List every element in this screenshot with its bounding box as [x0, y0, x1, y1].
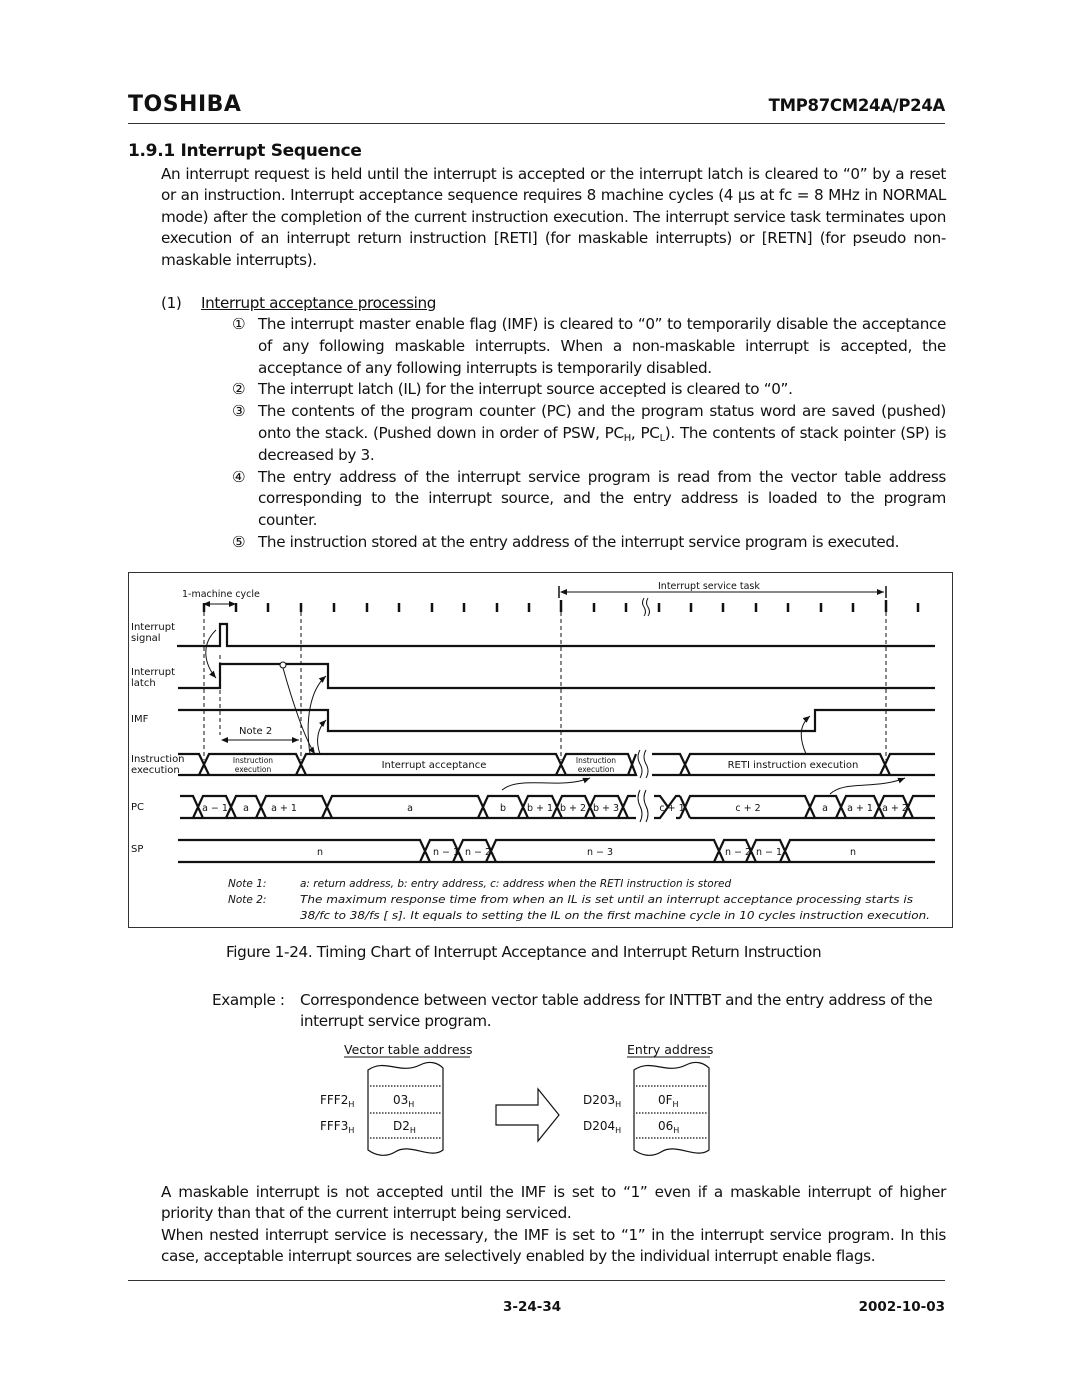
note1-text: a: return address, b: entry address, c: address when the RETI instruction is stored	[299, 877, 731, 890]
vector-table-title: Vector table address	[344, 1042, 473, 1057]
subsection-number: (1)	[161, 294, 182, 312]
step-item	[232, 401, 946, 466]
step-marker: ②	[232, 380, 246, 399]
svg-text:Instruction: Instruction	[575, 755, 616, 765]
subscript: H	[623, 432, 631, 444]
vt-addr-0: $FFF2_H$	[320, 1093, 355, 1109]
svg-text:Instruction: Instruction	[232, 755, 273, 765]
step-text-part: The contents of the program counter (PC) and the program status word are saved (pushed) onto the stack. (Pushed down in order of PSW, PC	[258, 402, 946, 442]
sp-value: n − 1	[432, 846, 459, 858]
pc-value: a	[821, 802, 828, 814]
sp-value: n	[316, 846, 323, 858]
pc-value: b + 3	[592, 802, 619, 814]
sp-value: n − 2	[724, 846, 751, 858]
row-label-interrupt: Interrupt	[130, 621, 175, 633]
step-item	[232, 379, 946, 401]
model-number: TMP87CM24A/P24A	[768, 96, 945, 115]
step-item	[232, 467, 946, 532]
vector-table-diagram	[300, 1040, 820, 1170]
step-marker: ⑤	[232, 532, 246, 551]
steps-list	[232, 314, 946, 554]
vt-value-0: $03_H$	[393, 1093, 415, 1109]
subscript: L	[659, 432, 665, 444]
pc-value: b + 2	[559, 802, 586, 814]
step-text	[258, 401, 946, 466]
sp-value: n	[849, 846, 856, 858]
sp-value: n − 1	[755, 846, 782, 858]
vector-table-svg	[300, 1040, 820, 1170]
step-item	[232, 532, 946, 554]
machine-cycle-label: 1-machine cycle	[181, 588, 260, 600]
row-label-signal: signal	[130, 632, 161, 644]
brand-logo: TOSHIBA	[128, 92, 242, 117]
step-text: The interrupt latch (IL) for the interrupt source accepted is cleared to “0”.	[258, 380, 793, 399]
note2-label: Note 2:	[227, 893, 266, 906]
example-label: Example :	[212, 991, 285, 1009]
pc-value: b	[499, 802, 506, 814]
note1-label: Note 1:	[227, 877, 266, 890]
step-text: The interrupt master enable flag (IMF) is cleared to “0” to temporarily disable the acceptance of any following maskable interrupts. When a non-maskable interrupt is accepted, the acceptance of any following interrupts is temporarily disabled.	[258, 315, 946, 377]
footer-date: 2002-10-03	[858, 1299, 945, 1315]
figure-caption: Figure 1-24. Timing Chart of Interrupt Acceptance and Interrupt Return Instruction	[226, 943, 822, 961]
row-label-pc: PC	[130, 801, 144, 813]
row-label-sp: SP	[130, 843, 143, 855]
step-text-part: ). The contents of stack pointer (SP) is decreased by 3.	[258, 423, 947, 464]
row-label-instruction: Instruction	[130, 753, 185, 765]
section-title: 1.9.1 Interrupt Sequence	[128, 141, 362, 161]
closing-p2: When nested interrupt service is necessary, the IMF is set to “1” in the interrupt service program. In this case, acceptable interrupt sources are selectively enabled by the individual interrupt enable flags.	[161, 1225, 946, 1266]
sp-value: n − 3	[586, 846, 613, 858]
svg-text:execution: execution	[577, 764, 614, 774]
row-label-imf: IMF	[130, 713, 148, 725]
pc-value: a	[406, 802, 413, 814]
closing-p1: A maskable interrupt is not accepted until the IMF is set to “1” even if a maskable interrupt of higher priority than that of the current interrupt being serviced.	[161, 1183, 946, 1223]
arrow-right-icon	[496, 1089, 559, 1141]
pc-value: c + 1	[658, 802, 685, 814]
entry-addr-1: $D204_H$	[583, 1119, 622, 1135]
intro-paragraph	[161, 164, 946, 271]
entry-address-title: Entry address	[627, 1042, 714, 1057]
vt-addr-1: $FFF3_H$	[320, 1119, 355, 1135]
step-item	[232, 314, 946, 379]
entry-value-0: $0F_H$	[658, 1093, 679, 1109]
step-text: The entry address of the interrupt service program is read from the vector table address corresponding to the interrupt source, and the entry address is loaded to the program counter.	[258, 467, 946, 530]
row-label-execution: execution	[130, 764, 180, 776]
step-marker: ③	[232, 402, 246, 421]
row-label-interrupt2: Interrupt	[130, 666, 175, 678]
note2-arrow-label: Note 2	[238, 725, 272, 737]
timing-chart-figure	[128, 572, 953, 928]
svg-text:execution: execution	[234, 764, 271, 774]
pc-value: a + 2	[881, 802, 908, 814]
step-marker: ④	[232, 467, 246, 486]
ie-reti-execution: RETI instruction execution	[727, 759, 858, 771]
pc-value: a − 1	[201, 802, 228, 814]
page-number: 3-24-34	[503, 1299, 562, 1315]
footer-divider	[128, 1280, 945, 1281]
row-label-latch: latch	[130, 677, 156, 689]
service-task-label: Interrupt service task	[657, 580, 760, 592]
entry-addr-0: $D203_H$	[583, 1093, 622, 1109]
pc-value: a	[242, 802, 249, 814]
sp-value: n − 2	[464, 846, 491, 858]
entry-value-1: $06_H$	[658, 1119, 680, 1135]
pc-value: c + 2	[734, 802, 761, 814]
pc-value: a + 1	[846, 802, 873, 814]
subsection-heading	[161, 294, 436, 312]
step-marker: ①	[232, 315, 246, 333]
example-block	[212, 990, 947, 1033]
note2-text-line2: 38/fc to 38/fs [ s]. It equals to setting the IL on the first machine cycle in 10 cycles instruction execution.	[299, 909, 930, 922]
example-text: Correspondence between vector table address for INTTBT and the entry address of the interrupt service program.	[300, 991, 933, 1031]
subsection-title: Interrupt acceptance processing	[201, 294, 437, 312]
timing-chart-svg	[128, 572, 953, 928]
pc-value: b + 1	[526, 802, 553, 814]
note2-text: The maximum response time from when an IL is set until an interrupt acceptance processing starts is	[299, 893, 914, 906]
intro-text: An interrupt request is held until the interrupt is accepted or the interrupt latch is cleared to “0” by a reset or an instruction. Interrupt acceptance sequence requires 8 machine cycles (4 µs at fc = 8 MHz in NORMAL mode) after the completion of the current instruction execution. The interrupt service task terminates upon execution of an interrupt return instruction [RETI] (for maskable interrupts) or [RETN] (for pseudo non-maskable interrupts).	[161, 165, 946, 269]
pc-value: a + 1	[270, 802, 297, 814]
header-divider	[128, 123, 945, 124]
ie-interrupt-acceptance: Interrupt acceptance	[381, 759, 486, 771]
closing-paragraphs	[161, 1182, 946, 1268]
step-text: The instruction stored at the entry address of the interrupt service program is executed.	[258, 532, 900, 551]
vt-value-1: $D2_H$	[393, 1119, 416, 1135]
step-text-part: , PC	[630, 423, 660, 442]
